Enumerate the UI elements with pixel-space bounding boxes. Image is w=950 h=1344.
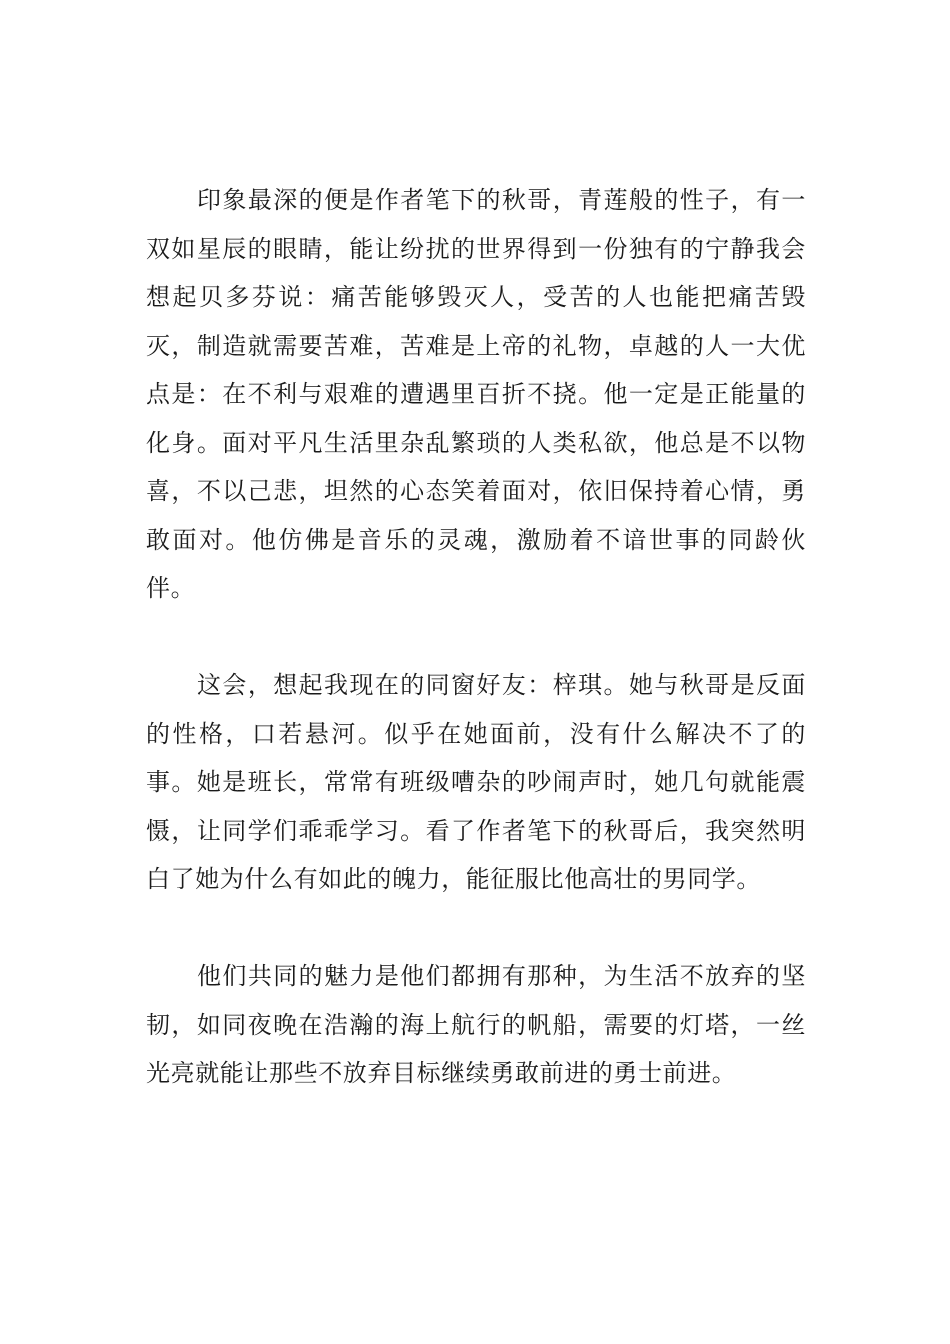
- paragraph-2: 这会，想起我现在的同窗好友：梓琪。她与秋哥是反面的性格，口若悬河。似乎在她面前，没有什么解决不了的事。她是班长，常常有班级嘈杂的吵闹声时，她几句就能震慑，让同学们乖乖学习。看了作者笔下的秋哥后，我突然明白了她为什么有如此的魄力，能征服比他高壮的男同学。: [146, 671, 806, 893]
- paragraph-1: 印象最深的便是作者笔下的秋哥，青莲般的性子，有一双如星辰的眼睛，能让纷扰的世界得到一份独有的宁静我会想起贝多芬说：痛苦能够毁灭人，受苦的人也能把痛苦毁灭，制造就需要苦难，苦难是上帝的礼物，卓越的人一大优点是：在不利与艰难的遭遇里百折不挠。他一定是正能量的化身。面对平凡生活里杂乱繁琐的人类私欲，他总是不以物喜，不以己悲，坦然的心态笑着面对，依旧保持着心情，勇敢面对。他仿佛是音乐的灵魂，激励着不谙世事的同龄伙伴。: [146, 186, 806, 602]
- document-page: [146, 176, 806, 1098]
- paragraph-3: 他们共同的魅力是他们都拥有那种，为生活不放弃的坚韧，如同夜晚在浩瀚的海上航行的帆船，需要的灯塔，一丝光亮就能让那些不放弃目标继续勇敢前进的勇士前进。: [146, 962, 806, 1087]
